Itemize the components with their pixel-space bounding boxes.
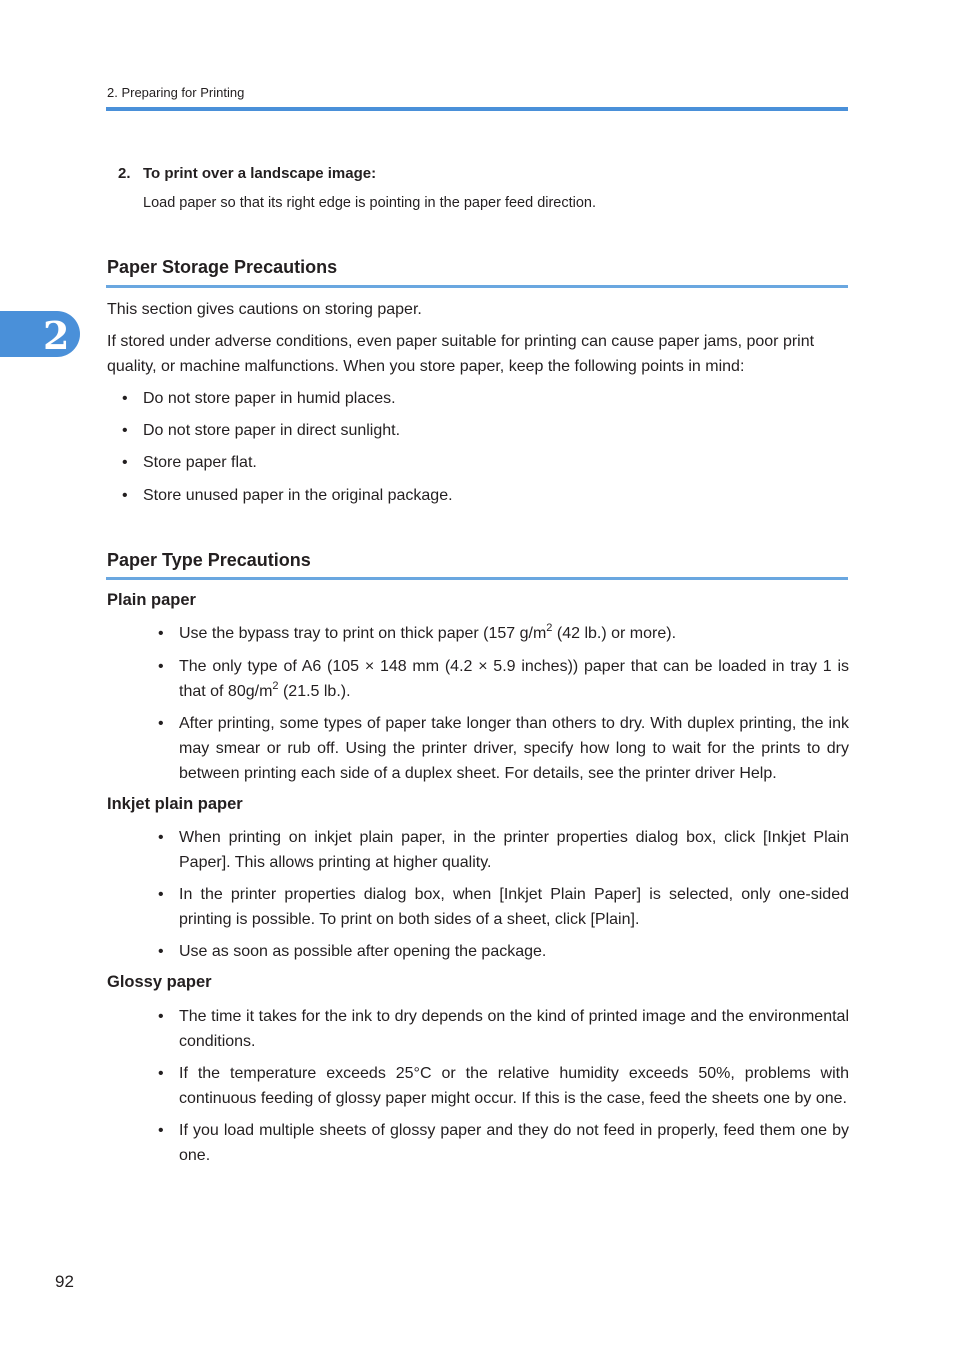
list-item-text: If you load multiple sheets of glossy paper and they do not feed in properly, feed them one by one. bbox=[179, 1122, 849, 1164]
list-item-text: Use the bypass tray to print on thick paper (157 $g/m^2$ (42 lb.) or more). bbox=[179, 622, 677, 642]
bullet-icon: • bbox=[158, 943, 164, 960]
bullet-icon: • bbox=[158, 1065, 164, 1082]
list-item-text: After printing, some types of paper take longer than others to dry. With duplex printing, the ink may smear or rub off. Using the printer driver, specify how long to wait for the prints to dry between printing each side of a duplex sheet. For details, see the printer driver Help. bbox=[179, 715, 849, 782]
bullet-icon: • bbox=[158, 886, 164, 903]
step-number: 2. bbox=[118, 165, 131, 182]
bullet-icon: • bbox=[158, 715, 164, 732]
plain-paper-heading: Plain paper bbox=[107, 591, 196, 609]
chapter-number: 2 bbox=[43, 313, 70, 358]
bullet-icon: • bbox=[122, 487, 128, 504]
storage-intro: This section gives cautions on storing paper. bbox=[107, 301, 422, 318]
page-number: 92 bbox=[55, 1272, 74, 1291]
storage-heading: Paper Storage Precautions bbox=[107, 257, 338, 277]
list-item-text: Do not store paper in humid places. bbox=[143, 390, 396, 407]
list-item-text: Use as soon as possible after opening the package. bbox=[179, 943, 547, 960]
list-item-text: If the temperature exceeds 25°C or the relative humidity exceeds 50%, problems with continuous feeding of glossy paper might occur. If this is the case, feed the sheets one by one. bbox=[179, 1065, 849, 1107]
list-item-text: Do not store paper in direct sunlight. bbox=[143, 422, 401, 439]
bullet-icon: • bbox=[122, 454, 128, 471]
type-heading: Paper Type Precautions bbox=[107, 550, 311, 570]
list-item-text: When printing on inkjet plain paper, in the printer properties dialog box, click [Inkjet Plain Paper]. This allows printing at higher quality. bbox=[179, 829, 849, 871]
step-body: Load paper so that its right edge is pointing in the paper feed direction. bbox=[143, 195, 597, 211]
storage-paragraph: If stored under adverse conditions, even paper suitable for printing can cause paper jams, poor print quality, or machine malfunctions. When you store paper, keep the following points in mind: bbox=[107, 333, 815, 375]
running-header: 2. Preparing for Printing bbox=[107, 85, 245, 100]
storage-rule bbox=[106, 285, 848, 288]
step-title: To print over a landscape image: bbox=[143, 165, 377, 182]
list-item-text: Store unused paper in the original package. bbox=[143, 487, 453, 504]
list-item-text: Store paper flat. bbox=[143, 454, 257, 471]
type-rule bbox=[106, 577, 848, 580]
bullet-icon: • bbox=[122, 390, 128, 407]
bullet-icon: • bbox=[158, 1008, 164, 1025]
bullet-icon: • bbox=[158, 658, 164, 675]
chapter-tab bbox=[0, 311, 80, 357]
bullet-icon: • bbox=[158, 1122, 164, 1139]
list-item-text: The only type of A6 (105 × 148 mm (4.2 × 5.9 inches)) paper that can be loaded in tray 1 is that of $80g/m^2$ (21.5 lb.). bbox=[179, 658, 849, 700]
bullet-icon: • bbox=[158, 829, 164, 846]
list-item-text: In the printer properties dialog box, when [Inkjet Plain Paper] is selected, only one-sided printing is possible. To print on both sides of a sheet, click [Plain]. bbox=[179, 886, 849, 928]
bullet-icon: • bbox=[158, 625, 164, 642]
header-rule bbox=[106, 107, 848, 111]
bullet-icon: • bbox=[122, 422, 128, 439]
glossy-paper-heading: Glossy paper bbox=[107, 973, 212, 991]
inkjet-paper-heading: Inkjet plain paper bbox=[107, 795, 243, 813]
list-item-text: The time it takes for the ink to dry depends on the kind of printed image and the environmental conditions. bbox=[179, 1008, 849, 1050]
